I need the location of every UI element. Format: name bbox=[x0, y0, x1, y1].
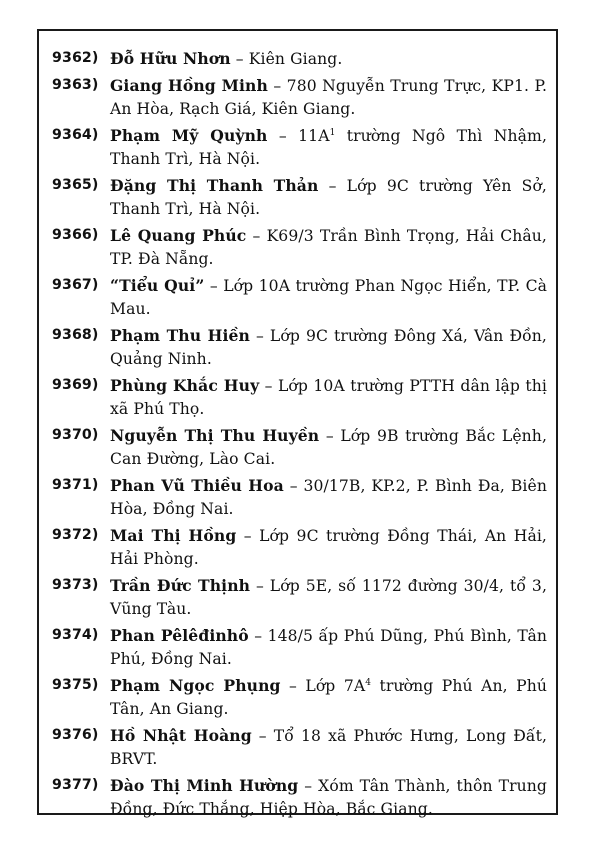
entry-text bbox=[110, 774, 547, 821]
entry-separator: – bbox=[267, 76, 287, 95]
entry-address: Lớp 10A trường PTTH dân lập thị xã Phú Thọ. bbox=[110, 376, 547, 418]
entry-number: 9377) bbox=[52, 776, 99, 793]
entry-name: Đặng Thị Thanh Thản bbox=[110, 175, 319, 195]
entry-separator: – bbox=[319, 426, 341, 445]
entry-name: Phạm Mỹ Quỳnh bbox=[110, 125, 268, 145]
list-item bbox=[52, 374, 547, 421]
list-item bbox=[52, 324, 547, 371]
entry-name: Mai Thị Hồng bbox=[110, 525, 237, 545]
entry-separator: – bbox=[283, 476, 304, 495]
entry-address: Lớp 10A trường Phan Ngọc Hiển, TP. Cà Mau. bbox=[110, 276, 548, 318]
entry-superscript: 4 bbox=[365, 677, 372, 688]
entry-separator: – bbox=[251, 726, 274, 745]
entry-number: 9365) bbox=[52, 176, 99, 193]
entry-name: Đỗ Hữu Nhơn bbox=[110, 49, 231, 68]
entry-number: 9362) bbox=[52, 50, 99, 66]
entry-name: Đào Thị Minh Hường bbox=[110, 775, 299, 795]
entry-separator: – bbox=[250, 576, 270, 595]
entry-list bbox=[52, 47, 547, 824]
list-item bbox=[52, 524, 547, 571]
entry-address-rest: trường Phú An, Phú Tân, An Giang. bbox=[110, 676, 547, 718]
list-item bbox=[52, 47, 547, 71]
entry-text bbox=[110, 274, 547, 321]
entry-number: 9368) bbox=[52, 326, 99, 343]
entry-separator: – bbox=[280, 676, 306, 695]
entry-address: 148/5 ấp Phú Dũng, Phú Bình, Tân Phú, Đồng Nai. bbox=[110, 626, 547, 668]
entry-number: 9366) bbox=[52, 226, 99, 243]
entry-name: Phùng Khắc Huy bbox=[110, 375, 260, 395]
entry-address: Tổ 18 xã Phước Hưng, Long Đất, BRVT. bbox=[110, 726, 547, 768]
entry-name: Trần Đức Thịnh bbox=[110, 575, 251, 595]
entry-address: K69/3 Trần Bình Trọng, Hải Châu, TP. Đà Nẵng. bbox=[110, 226, 547, 268]
list-item bbox=[52, 74, 547, 121]
entry-name: Phạm Thu Hiền bbox=[110, 325, 250, 345]
entry-number: 9376) bbox=[52, 726, 99, 743]
entry-separator: – bbox=[230, 50, 249, 68]
entry-superscript: 1 bbox=[329, 127, 336, 138]
list-item bbox=[52, 624, 547, 671]
entry-address: 780 Nguyễn Trung Trực, KP1. P. An Hòa, Rạch Giá, Kiên Giang. bbox=[110, 76, 547, 118]
list-item bbox=[52, 224, 547, 271]
entry-text bbox=[110, 47, 547, 71]
list-item bbox=[52, 474, 547, 521]
entry-text bbox=[110, 724, 547, 771]
list-item bbox=[52, 274, 547, 321]
entry-name: Phan Pêlêđinhô bbox=[110, 625, 249, 645]
entry-separator: – bbox=[259, 376, 278, 395]
entry-text bbox=[110, 324, 547, 371]
entry-address: 11A bbox=[298, 126, 330, 145]
entry-text bbox=[110, 374, 547, 421]
entry-text bbox=[110, 124, 547, 171]
entry-address: Lớp 9C trường Đồng Thái, An Hải, Hải Phòng. bbox=[110, 526, 547, 568]
entry-text bbox=[110, 224, 547, 271]
entry-separator: – bbox=[248, 626, 268, 645]
entry-separator: – bbox=[236, 526, 260, 545]
entry-text bbox=[110, 424, 547, 471]
entry-address: Xóm Tân Thành, thôn Trung Đồng, Đức Thắng, Hiệp Hòa, Bắc Giang. bbox=[110, 776, 548, 818]
entry-number: 9369) bbox=[52, 376, 99, 393]
entry-text bbox=[110, 674, 547, 721]
entry-text bbox=[110, 524, 547, 571]
entry-address: Lớp 9C trường Đông Xá, Vân Đồn, Quảng Ninh. bbox=[110, 326, 547, 368]
entry-separator: – bbox=[249, 326, 270, 345]
entry-separator: – bbox=[318, 176, 347, 195]
entry-name: Giang Hồng Minh bbox=[110, 75, 268, 95]
entry-separator: – bbox=[204, 276, 224, 295]
entry-name: “Tiểu Quỉ” bbox=[110, 275, 205, 295]
entry-address: Lớp 9B trường Bắc Lệnh, Can Đường, Lào Cai. bbox=[110, 426, 548, 468]
entry-address: Lớp 9C trường Yên Sở, Thanh Trì, Hà Nội. bbox=[110, 176, 547, 218]
entry-text bbox=[110, 574, 547, 621]
entry-number: 9363) bbox=[52, 76, 99, 93]
entry-name: Phan Vũ Thiều Hoa bbox=[110, 475, 284, 495]
list-item bbox=[52, 724, 547, 771]
entry-address-rest: trường Ngô Thì Nhậm, Thanh Trì, Hà Nội. bbox=[110, 126, 547, 168]
entry-address: Lớp 5E, số 1172 đường 30/4, tổ 3, Vũng Tàu. bbox=[110, 576, 547, 618]
entry-separator: – bbox=[298, 776, 319, 795]
entry-number: 9370) bbox=[52, 426, 99, 443]
entry-name: Nguyễn Thị Thu Huyền bbox=[110, 425, 320, 445]
entry-separator: – bbox=[246, 226, 267, 245]
entry-text bbox=[110, 74, 547, 121]
list-item bbox=[52, 424, 547, 471]
entry-text bbox=[110, 174, 547, 221]
entry-number: 9372) bbox=[52, 526, 99, 543]
entry-text bbox=[110, 474, 547, 521]
list-item bbox=[52, 174, 547, 221]
entry-separator: – bbox=[267, 126, 299, 145]
entry-number: 9375) bbox=[52, 676, 99, 693]
entry-name: Hồ Nhật Hoàng bbox=[110, 725, 252, 745]
entry-address: Kiên Giang. bbox=[248, 50, 343, 68]
entry-number: 9373) bbox=[52, 576, 99, 593]
entry-name: Lê Quang Phúc bbox=[110, 225, 247, 245]
entry-number: 9367) bbox=[52, 276, 99, 293]
entry-address: 30/17B, KP.2, P. Bình Đa, Biên Hòa, Đồng Nai. bbox=[110, 476, 547, 518]
entry-text bbox=[110, 624, 547, 671]
entry-number: 9371) bbox=[52, 476, 99, 493]
entry-number: 9374) bbox=[52, 626, 99, 643]
list-item bbox=[52, 124, 547, 171]
list-item bbox=[52, 574, 547, 621]
entry-address: Lớp 7A bbox=[305, 676, 366, 695]
entry-number: 9364) bbox=[52, 126, 99, 143]
entry-name: Phạm Ngọc Phụng bbox=[110, 675, 281, 695]
list-item bbox=[52, 774, 547, 821]
list-item bbox=[52, 674, 547, 721]
